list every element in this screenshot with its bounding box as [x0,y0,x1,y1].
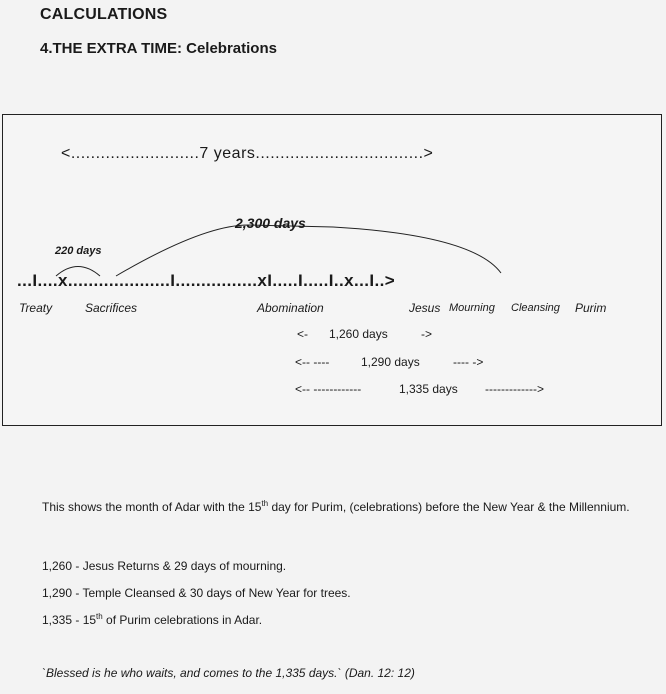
label-sacrifices: Sacrifices [85,301,138,315]
section-heading: 4.THE EXTRA TIME: Celebrations [40,40,277,57]
range-1260-left: <- [297,327,309,341]
range-1335-value: 1,335 days [399,382,458,396]
scripture-quote: `Blessed is he who waits, and comes to the 1,335 days.` (Dan. 12: 12) [42,666,415,680]
timeline-axis: ...I....x....................I................xI.....I.....I..x...I..> [17,271,396,290]
range-1290-value: 1,290 days [361,355,420,369]
note-1290: 1,290 - Temple Cleansed & 30 days of New Year for trees. [42,586,351,600]
note-1335: 1,335 - 15th of Purim celebrations in Adar. [42,612,263,627]
range-1260-right: -> [421,327,433,341]
seven-years-span: <..........................7 years..................................> [61,145,434,162]
intro-paragraph: This shows the month of Adar with the 15th day for Purim, (celebrations) before the New Year & the Millennium. [42,499,630,514]
range-1335-left: <-- ------------ [295,382,362,396]
label-mourning: Mourning [449,302,495,314]
page-title: CALCULATIONS [40,6,168,23]
timeline-diagram [2,114,662,426]
arc-2300-days [116,225,501,276]
label-treaty: Treaty [19,301,53,315]
label-purim: Purim [575,301,607,315]
note-1260: 1,260 - Jesus Returns & 29 days of mourning. [42,559,287,573]
label-cleansing: Cleansing [511,302,560,314]
label-abomination: Abomination [257,301,324,315]
range-1260-value: 1,260 days [329,327,388,341]
label-220-days: 220 days [55,245,102,257]
range-1290-right: ---- -> [453,355,484,369]
label-jesus: Jesus [409,301,441,315]
arc-layer [3,115,661,425]
range-1290-left: <-- ---- [295,355,330,369]
label-2300-days: 2,300 days [235,215,306,231]
range-1335-right: -------------> [485,382,544,396]
